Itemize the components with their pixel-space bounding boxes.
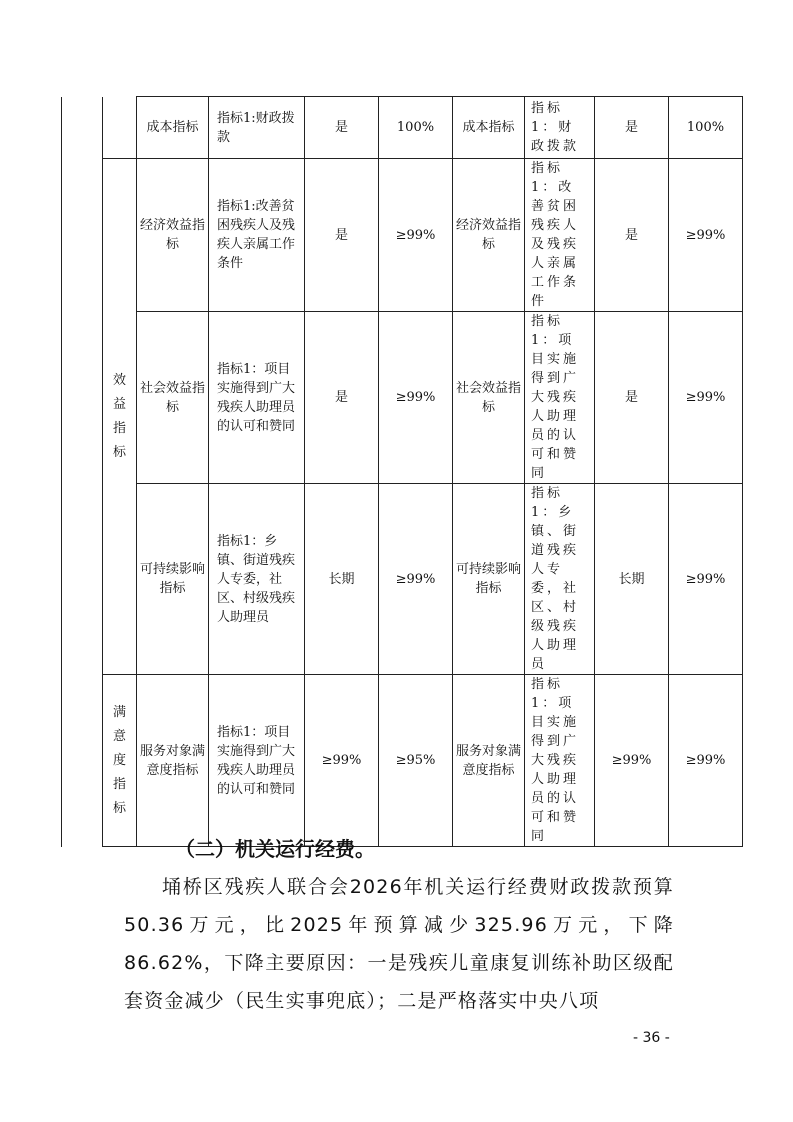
value-cell: ≥99% bbox=[379, 484, 453, 675]
category-cell-right: 经济效益指标 bbox=[453, 159, 525, 312]
performance-indicator-table bbox=[61, 96, 743, 847]
value-cell: ≥99% bbox=[595, 675, 669, 847]
table-row-economic bbox=[62, 159, 743, 312]
section-heading: （二）机关运行经费。 bbox=[175, 837, 375, 861]
table-row-sustainable bbox=[62, 484, 743, 675]
category-cell: 可持续影响指标 bbox=[137, 484, 209, 675]
indicator-cell-right: 指标1：项目实施得到广大残疾人助理员的认可和赞同 bbox=[525, 312, 595, 484]
category-cell: 服务对象满意度指标 bbox=[137, 675, 209, 847]
value-cell: 100% bbox=[669, 97, 743, 159]
indicator-cell: 指标1:改善贫困残疾人及残疾人亲属工作条件 bbox=[209, 159, 305, 312]
value-cell: ≥95% bbox=[379, 675, 453, 847]
value-cell: 长期 bbox=[595, 484, 669, 675]
value-cell: 是 bbox=[595, 159, 669, 312]
category-cell-right: 可持续影响指标 bbox=[453, 484, 525, 675]
category-cell: 成本指标 bbox=[137, 97, 209, 159]
group-cell-empty bbox=[103, 97, 137, 159]
outer-blank-cell bbox=[62, 97, 103, 847]
value-cell: 100% bbox=[379, 97, 453, 159]
category-cell-right: 成本指标 bbox=[453, 97, 525, 159]
indicator-cell: 指标1：项目实施得到广大残疾人助理员的认可和赞同 bbox=[209, 312, 305, 484]
indicator-cell: 指标1：乡镇、街道残疾人专委，社区、村级残疾人助理员 bbox=[209, 484, 305, 675]
value-cell: ≥99% bbox=[669, 159, 743, 312]
value-cell: 是 bbox=[305, 97, 379, 159]
indicator-cell-right: 指标1：项目实施得到广大残疾人助理员的认可和赞同 bbox=[525, 675, 595, 847]
value-cell: 是 bbox=[305, 159, 379, 312]
value-cell: ≥99% bbox=[379, 159, 453, 312]
value-cell: ≥99% bbox=[305, 675, 379, 847]
table-row-satisfaction bbox=[62, 675, 743, 847]
value-cell: 是 bbox=[305, 312, 379, 484]
indicator-cell: 指标1：项目实施得到广大残疾人助理员的认可和赞同 bbox=[209, 675, 305, 847]
value-cell: ≥99% bbox=[379, 312, 453, 484]
value-cell: 是 bbox=[595, 312, 669, 484]
table-row-social bbox=[62, 312, 743, 484]
category-cell-right: 服务对象满意度指标 bbox=[453, 675, 525, 847]
value-cell: 长期 bbox=[305, 484, 379, 675]
value-cell: ≥99% bbox=[669, 312, 743, 484]
indicator-cell: 指标1:财政拨款 bbox=[209, 97, 305, 159]
indicator-cell-right: 指标1：改善贫困残疾人及残疾人亲属工作条件 bbox=[525, 159, 595, 312]
group-satisfaction-cell: 满意度指标 bbox=[103, 675, 137, 847]
category-cell-right: 社会效益指标 bbox=[453, 312, 525, 484]
indicator-cell-right: 指标1：乡镇、街道残疾人专委，社区、村级残疾人助理员 bbox=[525, 484, 595, 675]
value-cell: ≥99% bbox=[669, 484, 743, 675]
section-paragraph: 埇桥区残疾人联合会2026年机关运行经费财政拨款预算50.36万元，比2025年预算减少325.96万元，下降86.62%，下降主要原因：一是残疾儿童康复训练补助区级配套资金减少（民生实事兜底）；二是严格落实中央八项 bbox=[124, 876, 674, 1012]
indicator-cell-right: 指标1：财政拨款 bbox=[525, 97, 595, 159]
category-cell: 社会效益指标 bbox=[137, 312, 209, 484]
category-cell: 经济效益指标 bbox=[137, 159, 209, 312]
page-number: - 36 - bbox=[633, 1030, 670, 1046]
table-row-cost bbox=[62, 97, 743, 159]
value-cell: 是 bbox=[595, 97, 669, 159]
group-benefit-cell: 效益指标 bbox=[103, 159, 137, 675]
value-cell: ≥99% bbox=[669, 675, 743, 847]
